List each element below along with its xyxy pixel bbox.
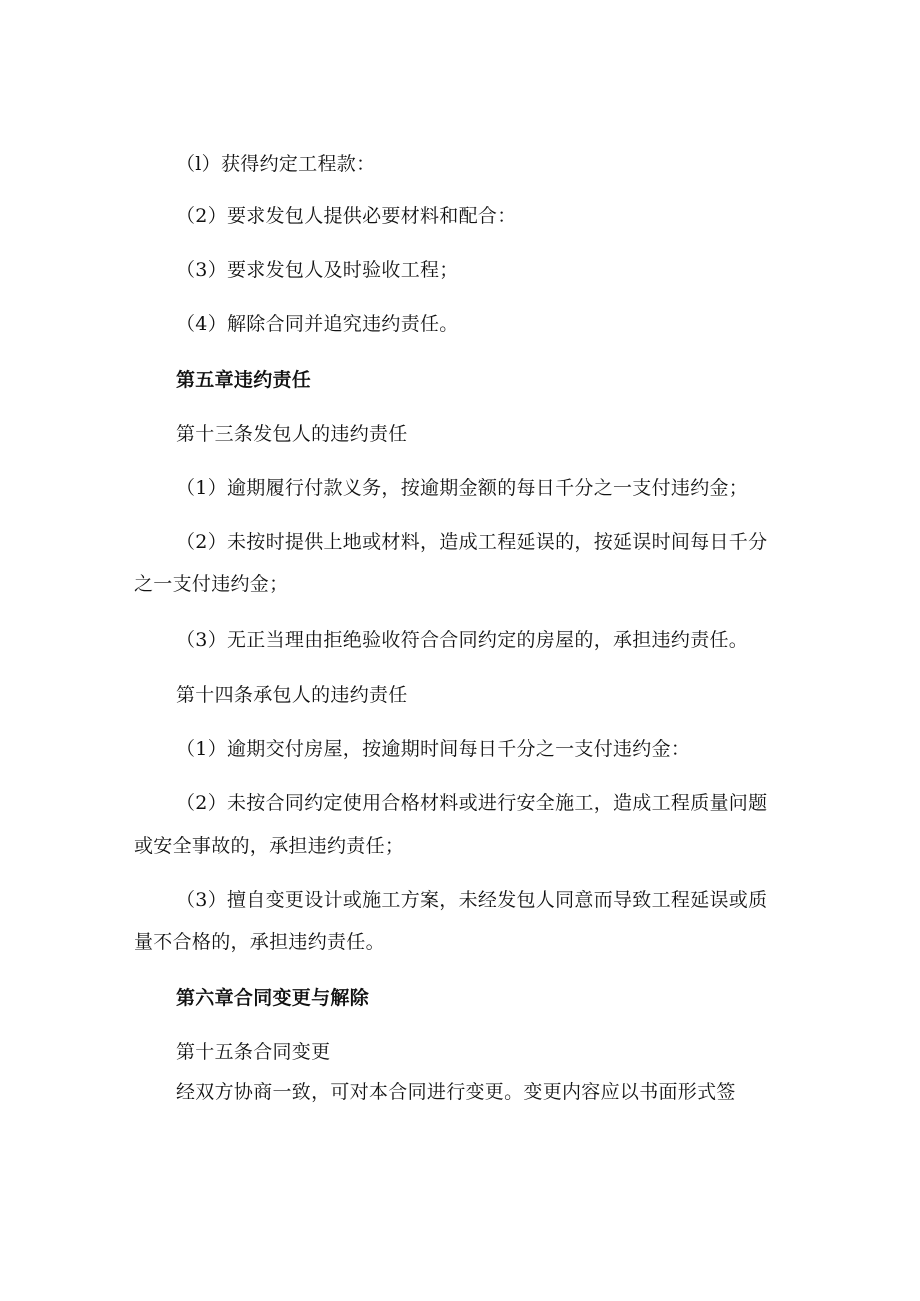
- article-15-title: 第十五条合同变更: [176, 1041, 331, 1063]
- right-item-1: （l）获得约定工程款：: [176, 153, 376, 175]
- article-13-item-2: （2）未按时提供上地或材料，造成工程延误的，按延误时间每日千分: [176, 531, 768, 553]
- chapter-6-heading: 第六章合同变更与解除: [176, 987, 370, 1009]
- right-item-4: （4）解除合同并追究违约责任。: [176, 313, 459, 335]
- article-13-item-3: （3）无正当理由拒绝验收符合合同约定的房屋的，承担违约责任。: [176, 629, 749, 651]
- article-14-item-1: （1）逾期交付房屋，按逾期时间每日千分之一支付违约金：: [176, 738, 691, 760]
- article-15-text: 经双方协商一致，可对本合同进行变更。变更内容应以书面形式签: [176, 1081, 736, 1103]
- article-14-item-2-cont: 或安全事故的，承担违约责任；: [134, 835, 405, 857]
- article-14-item-3-cont: 量不合格的，承担违约责任。: [134, 931, 385, 953]
- right-item-2: （2）要求发包人提供必要材料和配合：: [176, 205, 517, 227]
- article-14-item-2: （2）未按合同约定使用合格材料或进行安全施工，造成工程质量问题: [176, 792, 768, 814]
- right-item-3: （3）要求发包人及时验收工程；: [176, 259, 459, 281]
- article-14-item-3: （3）擅自变更设计或施工方案，未经发包人同意而导致工程延误或质: [176, 889, 768, 911]
- article-14-title: 第十四条承包人的违约责任: [176, 684, 408, 706]
- article-13-item-2-cont: 之一支付违约金；: [134, 573, 289, 595]
- article-13-item-1: （1）逾期履行付款义务，按逾期金额的每日千分之一支付违约金；: [176, 477, 749, 499]
- article-13-title: 第十三条发包人的违约责任: [176, 423, 408, 445]
- chapter-5-heading: 第五章违约责任: [176, 369, 312, 391]
